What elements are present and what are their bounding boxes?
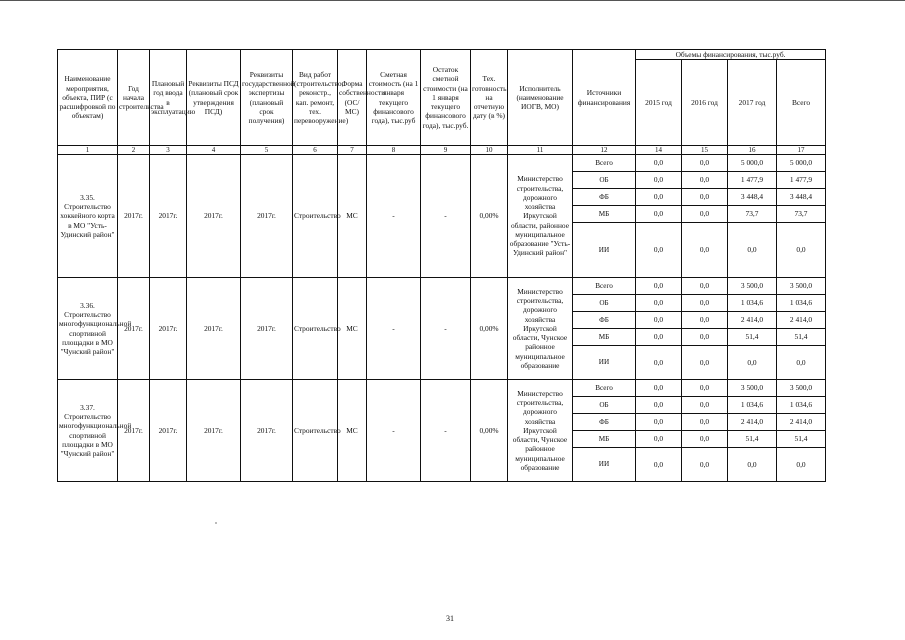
amount-total: 2 414,0 (777, 312, 826, 329)
amount-total: 0,0 (777, 448, 826, 482)
page-top-edge (0, 0, 905, 1)
column-number: 5 (241, 146, 293, 155)
amount-2017: 3 448,4 (728, 189, 777, 206)
object-name: 3.37. Строительство многофункциональной спортивной площадки в МО "Чунский район" (58, 380, 118, 482)
amount-2015: 0,0 (636, 189, 682, 206)
amount-2015: 0,0 (636, 431, 682, 448)
amount-2016: 0,0 (682, 189, 728, 206)
funding-source: Всего (573, 278, 636, 295)
psd-date: 2017г. (187, 278, 241, 380)
header-expertise: Реквизиты государственной экспертизы (плановый срок получения) (241, 50, 293, 146)
header-remaining-cost: Остаток сметной стоимости (на 1 января текущего финансового года), тыс.руб. (421, 50, 471, 146)
amount-total: 1 034,6 (777, 295, 826, 312)
amount-2015: 0,0 (636, 155, 682, 172)
column-number: 12 (573, 146, 636, 155)
header-total: Всего (777, 60, 826, 146)
column-number: 7 (338, 146, 367, 155)
header-estimated-cost: Сметная стоимость (на 1 января текущего финансового года), тыс.руб (367, 50, 421, 146)
estimated-cost: - (367, 155, 421, 278)
amount-2016: 0,0 (682, 172, 728, 189)
readiness: 0,00% (471, 380, 508, 482)
table-row (58, 380, 826, 397)
amount-2017: 1 034,6 (728, 295, 777, 312)
funding-source: ОБ (573, 295, 636, 312)
funding-source: ФБ (573, 312, 636, 329)
amount-total: 1 034,6 (777, 397, 826, 414)
expertise-date: 2017г. (241, 155, 293, 278)
amount-total: 5 000,0 (777, 155, 826, 172)
amount-2017: 1 034,6 (728, 397, 777, 414)
ownership: МС (338, 278, 367, 380)
column-number: 17 (777, 146, 826, 155)
estimated-cost: - (367, 380, 421, 482)
work-type: Строительство (293, 278, 338, 380)
header-work-type: Вид работ (строительство, реконстр., кап. ремонт, тех. перевооружение) (293, 50, 338, 146)
amount-2016: 0,0 (682, 329, 728, 346)
amount-2017: 73,7 (728, 206, 777, 223)
start-year: 2017г. (118, 278, 150, 380)
expertise-date: 2017г. (241, 380, 293, 482)
header-ownership: Форма собственности (ОС/МС) (338, 50, 367, 146)
table-row (58, 278, 826, 295)
amount-2017: 5 000,0 (728, 155, 777, 172)
table-body (58, 155, 826, 482)
column-number: 8 (367, 146, 421, 155)
column-number: 9 (421, 146, 471, 155)
amount-2017: 0,0 (728, 346, 777, 380)
header-readiness: Тех. готовность на отчетную дату (в %) (471, 50, 508, 146)
amount-2016: 0,0 (682, 397, 728, 414)
column-number: 15 (682, 146, 728, 155)
amount-2017: 51,4 (728, 329, 777, 346)
column-number: 2 (118, 146, 150, 155)
table-row (58, 155, 826, 172)
psd-date: 2017г. (187, 155, 241, 278)
amount-2017: 0,0 (728, 448, 777, 482)
funding-source: ОБ (573, 397, 636, 414)
amount-total: 51,4 (777, 431, 826, 448)
header-2015: 2015 год (636, 60, 682, 146)
amount-2016: 0,0 (682, 346, 728, 380)
amount-2017: 1 477,9 (728, 172, 777, 189)
header-start-year: Год начала строительства (118, 50, 150, 146)
amount-2015: 0,0 (636, 312, 682, 329)
readiness: 0,00% (471, 155, 508, 278)
readiness: 0,00% (471, 278, 508, 380)
column-number: 4 (187, 146, 241, 155)
column-number: 1 (58, 146, 118, 155)
amount-total: 1 477,9 (777, 172, 826, 189)
work-type: Строительство (293, 155, 338, 278)
amount-total: 3 500,0 (777, 380, 826, 397)
amount-2016: 0,0 (682, 223, 728, 278)
psd-date: 2017г. (187, 380, 241, 482)
amount-2016: 0,0 (682, 431, 728, 448)
column-number: 11 (508, 146, 573, 155)
amount-2016: 0,0 (682, 206, 728, 223)
amount-2016: 0,0 (682, 312, 728, 329)
remaining-cost: - (421, 380, 471, 482)
amount-2017: 2 414,0 (728, 312, 777, 329)
planned-year: 2017г. (150, 155, 187, 278)
column-number: 14 (636, 146, 682, 155)
column-number: 16 (728, 146, 777, 155)
amount-2015: 0,0 (636, 397, 682, 414)
amount-2015: 0,0 (636, 448, 682, 482)
funding-source: МБ (573, 329, 636, 346)
header-psd: Реквизиты ПСД (плановый срок утверждения ПСД) (187, 50, 241, 146)
ownership: МС (338, 380, 367, 482)
object-name: 3.36. Строительство многофункциональной спортивной площадки в МО "Чунский район" (58, 278, 118, 380)
amount-total: 3 500,0 (777, 278, 826, 295)
amount-2016: 0,0 (682, 155, 728, 172)
amount-2015: 0,0 (636, 346, 682, 380)
amount-2015: 0,0 (636, 278, 682, 295)
header-planned-year: Плановый год ввода в эксплуатацию (150, 50, 187, 146)
amount-total: 3 448,4 (777, 189, 826, 206)
amount-total: 0,0 (777, 346, 826, 380)
amount-total: 0,0 (777, 223, 826, 278)
amount-2015: 0,0 (636, 223, 682, 278)
column-number: 6 (293, 146, 338, 155)
object-name: 3.35. Строительство хоккейного корта в МО "Усть-Удинский район" (58, 155, 118, 278)
header-2017: 2017 год (728, 60, 777, 146)
work-type: Строительство (293, 380, 338, 482)
funding-source: ИИ (573, 223, 636, 278)
estimated-cost: - (367, 278, 421, 380)
planned-year: 2017г. (150, 380, 187, 482)
header-executor: Исполнитель (наименование ИОГВ, МО) (508, 50, 573, 146)
planned-year: 2017г. (150, 278, 187, 380)
amount-2015: 0,0 (636, 380, 682, 397)
column-number: 10 (471, 146, 508, 155)
amount-2015: 0,0 (636, 414, 682, 431)
funding-source: МБ (573, 431, 636, 448)
amount-total: 73,7 (777, 206, 826, 223)
header-sources: Источники финансирования (573, 50, 636, 146)
page-number: 31 (446, 614, 454, 623)
amount-2017: 2 414,0 (728, 414, 777, 431)
expertise-date: 2017г. (241, 278, 293, 380)
amount-2016: 0,0 (682, 295, 728, 312)
funding-source: ФБ (573, 189, 636, 206)
column-number-row (58, 146, 826, 155)
start-year: 2017г. (118, 380, 150, 482)
amount-2016: 0,0 (682, 380, 728, 397)
amount-2016: 0,0 (682, 414, 728, 431)
header-2016: 2016 год (682, 60, 728, 146)
scan-mark (215, 522, 217, 524)
amount-2016: 0,0 (682, 448, 728, 482)
funding-source: ФБ (573, 414, 636, 431)
header-funding-group: Объемы финансирования, тыс.руб. (636, 50, 826, 60)
executor: Министерство строительства, дорожного хозяйства Иркутской области, Чунское районное муниципальное образование (508, 278, 573, 380)
column-number: 3 (150, 146, 187, 155)
ownership: МС (338, 155, 367, 278)
amount-2015: 0,0 (636, 172, 682, 189)
amount-2016: 0,0 (682, 278, 728, 295)
funding-source: ОБ (573, 172, 636, 189)
amount-2017: 3 500,0 (728, 278, 777, 295)
amount-2017: 3 500,0 (728, 380, 777, 397)
funding-source: ИИ (573, 346, 636, 380)
funding-table (57, 49, 826, 482)
remaining-cost: - (421, 155, 471, 278)
amount-total: 2 414,0 (777, 414, 826, 431)
amount-2017: 0,0 (728, 223, 777, 278)
funding-source: МБ (573, 206, 636, 223)
amount-2015: 0,0 (636, 206, 682, 223)
amount-total: 51,4 (777, 329, 826, 346)
funding-source: Всего (573, 155, 636, 172)
start-year: 2017г. (118, 155, 150, 278)
amount-2015: 0,0 (636, 329, 682, 346)
funding-source: ИИ (573, 448, 636, 482)
amount-2017: 51,4 (728, 431, 777, 448)
executor: Министерство строительства, дорожного хозяйства Иркутской области, районное муниципальное образование "Усть-Удинский район" (508, 155, 573, 278)
amount-2015: 0,0 (636, 295, 682, 312)
remaining-cost: - (421, 278, 471, 380)
header-name: Наименование мероприятия, объекта, ПИР (с расшифровкой по объектам) (58, 50, 118, 146)
funding-source: Всего (573, 380, 636, 397)
executor: Министерство строительства, дорожного хозяйства Иркутской области, Чунское районное муниципальное образование (508, 380, 573, 482)
